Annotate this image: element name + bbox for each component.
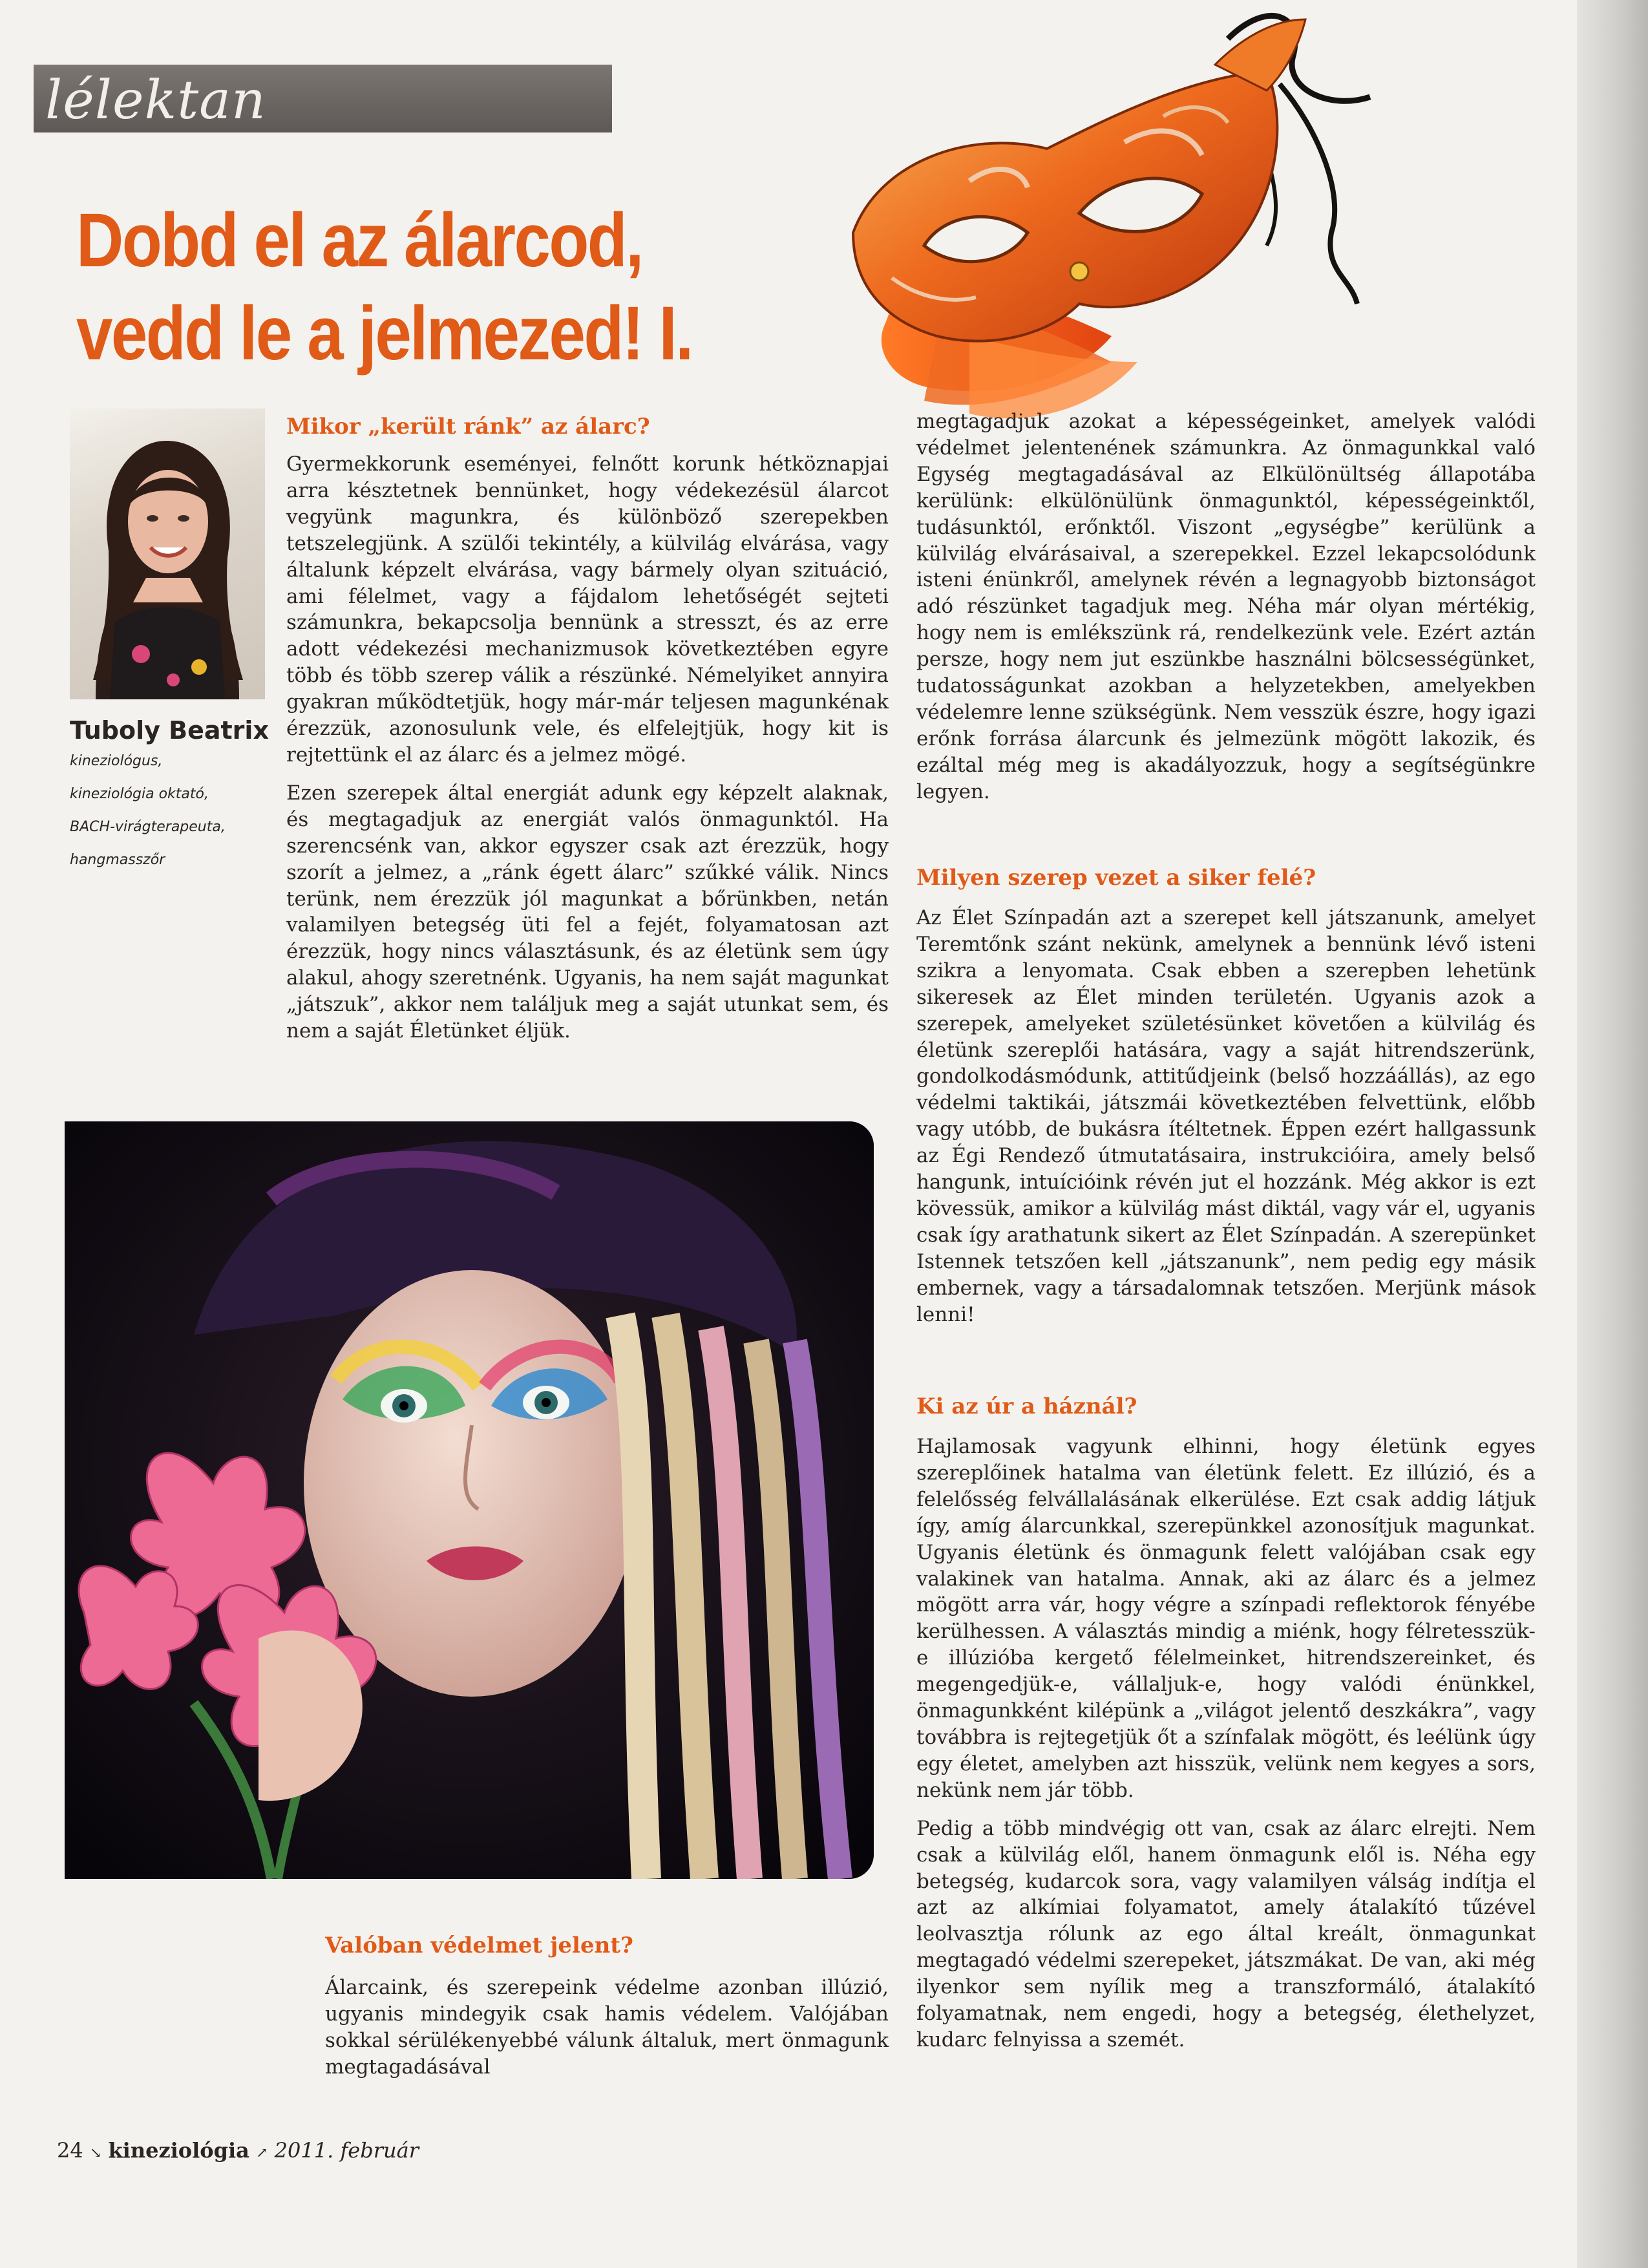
painted-face-portrait-icon xyxy=(65,1121,874,1879)
page-footer xyxy=(57,2138,419,2163)
section-label: lélektan xyxy=(45,70,266,131)
page-edge-shadow xyxy=(1577,0,1648,2268)
author-portrait-icon xyxy=(70,408,265,699)
paragraph-5: Az Élet Színpadán azt a szerepet kell játszanunk, amelyet Teremtőnk szánt nekünk, amelynek a bennünk lévő isteni szikra a lenyomata. Csak ebben a szerepben lehetünk sikeresek az Élet minden területén. Ugyanis azok a szerepek, amelyeket születésünket követően a külvilág és életünk szereplői hatására, vagy a saját hitrendszerünk, gondolkodásmódunk, attitűdjeink (belső hozzáállás), az ego védelmi taktikái, játszmái következtében felvettünk, előbb vagy utóbb, de bukásra ítéltetnek. Éppen ezért hallgassunk az Égi Rendező útmutatásaira, instrukcióira, amely belső hangunk, intuícióink révén jut el hozzánk. Még akkor is ezt kövessük, amikor a külvilág mást diktál, vagy vár el, ugyanis csak így arathatunk sikert az Élet Színpadán. A szerepünket Istennek tetszően kell „játszanunk”, nem pedig egy másik embernek, vagy a társadalomnak tetszően. Merjünk mások lenni! xyxy=(916,906,1536,1326)
right-column-middle xyxy=(916,905,1536,1328)
author-role-2: kineziológia oktató, xyxy=(70,786,209,802)
title-line-1: Dobd el az álarcod, xyxy=(76,198,642,283)
paragraph-6: Hajlamosak vagyunk elhinni, hogy életünk egyes szereplőinek hatalma van életünk felett. Ez illúzió, és a felelősség felvállalásának elkerülése. Ezt csak addig látjuk így, amíg álarcunkkal, szerepünkkel azonosítjuk magunkat. Ugyanis életünk és önmagunk felett valójában csak egy valakinek van hatalma. Annak, aki az álarc és a jelmez mögött arra vár, hogy végre a színpadi reflektorok fényébe kerülhessen. A választás mindig a miénk, hogy félretesszük-e illúzióba kergető félelmeinket, hitrendszereinket, és megengedjük-e, vállaljuk-e, hogy valódi énünkkel, önmagunkként kilépünk a „világot jelentő deszkákra”, vagy továbbra is rejtegetjük őt a színfalak mögött, és leélünk úgy egy életet, amelyben azt hisszük, velünk nem kegyes a sors, nekünk nem jár több. xyxy=(916,1435,1536,1802)
carnival-mask-image xyxy=(776,0,1499,446)
subheading-4: Ki az úr a háznál? xyxy=(916,1394,1137,1419)
left-column-upper xyxy=(286,451,889,1044)
subheading-1: Mikor „került ránk” az álarc? xyxy=(286,414,650,440)
footer-arrow-icon: ↗ xyxy=(256,2145,268,2161)
issue-date: 2011. február xyxy=(274,2138,419,2163)
featured-portrait-image xyxy=(65,1121,874,1879)
page-title xyxy=(76,194,715,380)
paragraph-4: megtagadjuk azokat a képességeinket, amelyek valódi védelmet jelentenének számunkra. Az önmagunkkal való Egység megtagadásával az Elkülönültség állapotába kerülünk: elkülönülünk önmagunktól, képességeinktől, tudásunktól, erőnktől. Viszont „egységbe” kerülünk a külvilág elvárásaival, a szerepekkel. Ezzel lekapcsolódunk isteni énünkről, amelynek révén a legnagyobb biztonságot adó részünket tagadjuk meg. Néha már olyan mértékig, hogy nem is emlékszünk rá, rendelkezünk vele. Ezért aztán persze, hogy nem jut eszünkbe használni bölcsességünket, tudatosságunkat azokban a helyzetekben, amelyekben védelemre lenne szükségünk. Nem vesszük észre, hogy igazi erőnk forrása álarcunk és jelmezünk mögött lakozik, és ezáltal még meg is akadályozzuk, hogy a segítségünkre legyen. xyxy=(916,410,1536,803)
paragraph-7: Pedig a több mindvégig ott van, csak az álarc elrejti. Nem csak a külvilág elől, hanem önmagunk elől is. Néha egy betegség, kudarcok sora, vagy valamilyen válság indítja el azt az alkímiai folyamatot, amely átalakító tűzével leolvasztja rólunk az ego által kreált, önmagunkat megtagadó védelmi szerepeket, játszmákat. De van, aki még ilyenkor sem nyílik meg a transzformáló, átalakító folyamatnak, nem engedi, hogy a betegség, élethelyzet, kudarc felnyissa a szemét. xyxy=(916,1816,1536,2051)
subheading-3: Milyen szerep vezet a siker felé? xyxy=(916,865,1316,891)
page-number: 24 xyxy=(57,2138,83,2163)
carnival-mask-icon xyxy=(776,0,1499,446)
right-column-lower xyxy=(916,1434,1536,2053)
paragraph-1: Gyermekkorunk eseményei, felnőtt korunk hétköznapjai arra késztetnek bennünket, hogy védekezésül álarcot vegyünk magunkra, és különböző szerepekben tetszelegjünk. A szülői tekintély, a külvilág elvárása, vagy általunk képzelt elvárása, vagy bármely olyan szituáció, ami félelmet, vagy a fájdalom lehetőségét sejteti számunkra, bekapcsolja bennünk a stresszt, és az erre adott védekezési mechanizmusok következtében egyre több és több szerep válik a részünké. Némelyiket annyira gyakran működtetjük, hogy már-már teljesen magunkénak érezzük, azonosulunk vele, és elfelejtjük, hogy kit is rejtettünk el az álarc és a jelmez mögé. xyxy=(286,452,889,767)
left-column-lower xyxy=(325,1975,889,2081)
footer-arrow-icon: ↘ xyxy=(89,2145,102,2161)
paragraph-2: Ezen szerepek által energiát adunk egy képzelt alaknak, és megtagadjuk az energiát valós önmagunktól. Ha szerencsénk van, akkor egyszer csak azt érezzük, hogy szorít a jelmez, a „ránk égett álarc” szűkké válik. Nincs terünk, nem érezzük jól magunkat a bőrünkben, netán valamilyen betegség üti fel a fejét, folyamatosan azt érezzük, hogy nincs választásunk, és az életünk sem úgy alakul, ahogy szeretnénk. Ugyanis, ha nem saját magunkat „játszuk”, akkor nem találjuk meg a saját utunkat sem, és nem a saját Életünket éljük. xyxy=(286,781,889,1043)
magazine-name: kineziológia xyxy=(108,2138,249,2163)
author-role-1: kineziológus, xyxy=(70,753,163,769)
subheading-2: Valóban védelmet jelent? xyxy=(325,1933,633,1958)
title-line-2: vedd le a jelmezed! I. xyxy=(76,291,692,376)
author-photo xyxy=(70,408,265,699)
author-role-4: hangmasszőr xyxy=(70,852,165,868)
author-role-3: BACH-virágterapeuta, xyxy=(70,819,226,835)
paragraph-3: Álarcaink, és szerepeink védelme azonban illúzió, ugyanis mindegyik csak hamis védelem. Valójában sokkal sérülékenyebbé válunk általuk, mert önmagunk megtagadásával xyxy=(325,1976,889,2079)
author-name: Tuboly Beatrix xyxy=(70,716,269,745)
right-column-upper xyxy=(916,408,1536,805)
